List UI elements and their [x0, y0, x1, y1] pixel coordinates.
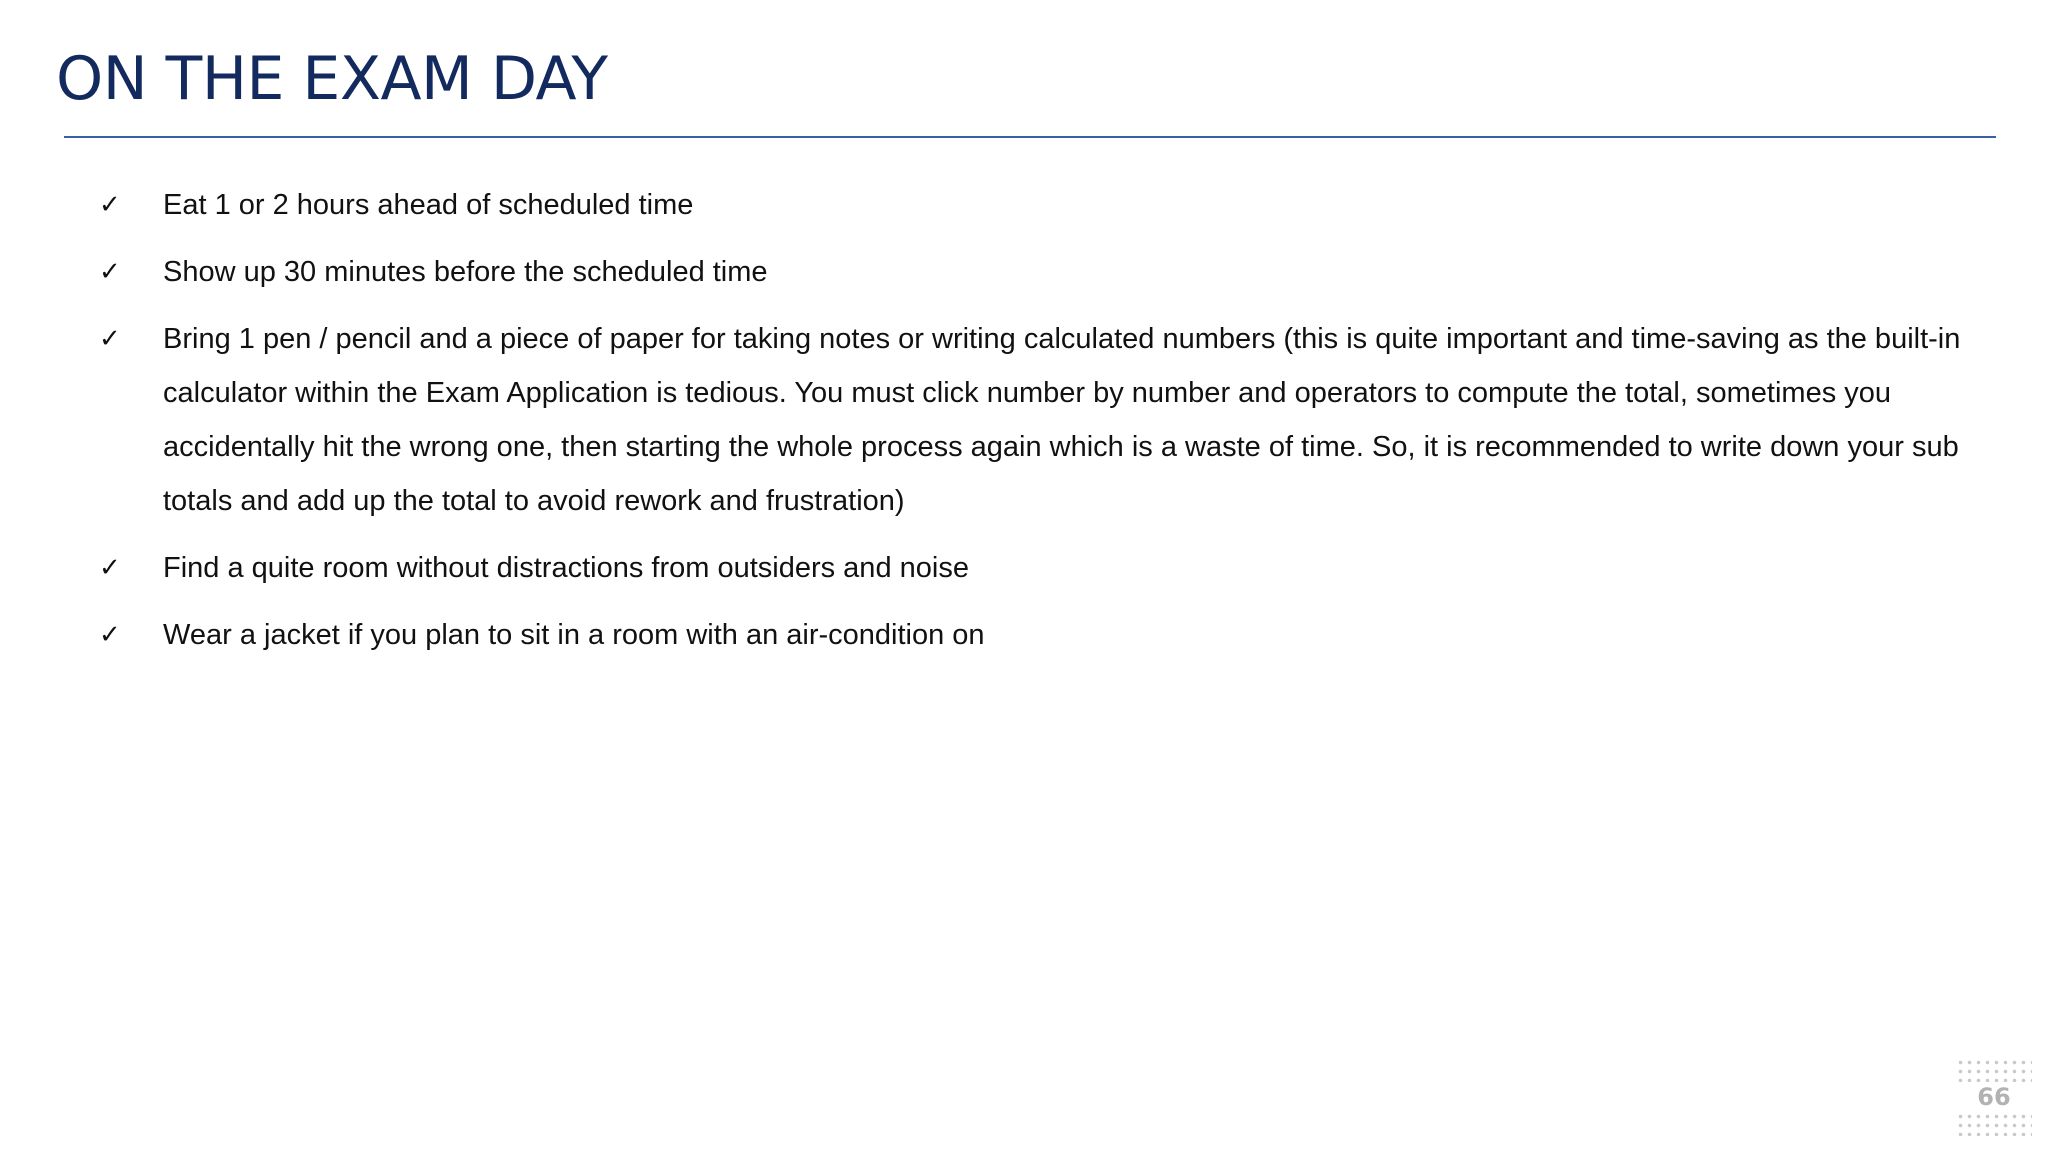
- check-icon: ✓: [99, 324, 121, 354]
- checklist-item: [0, 178, 1990, 232]
- checklist-item-text: Find a quite room without distractions from outsiders and noise: [163, 552, 969, 584]
- checklist-item: [0, 312, 1990, 528]
- checklist-item: [0, 541, 1990, 595]
- title-divider: [64, 136, 1996, 138]
- checklist-item-text: Show up 30 minutes before the scheduled time: [163, 256, 768, 288]
- checklist-item-text: Eat 1 or 2 hours ahead of scheduled time: [163, 189, 694, 221]
- checklist-item: [0, 608, 1990, 662]
- checklist-item-text: Wear a jacket if you plan to sit in a room with an air-condition on: [163, 619, 985, 651]
- slide-title: ON THE EXAM DAY: [56, 44, 608, 114]
- check-icon: ✓: [99, 553, 121, 583]
- page-number: 66: [1956, 1082, 2032, 1112]
- checklist-item-text: Bring 1 pen / pencil and a piece of paper for taking notes or writing calculated numbers (this is quite important and time-saving as the built-in calculator within the Exam Application is tedious. You must click number by number and operators to compute the total, sometimes you accidentally hit the wrong one, then starting the whole process again which is a waste of time. So, it is recommended to write down your sub totals and add up the total to avoid rework and frustration): [163, 323, 1961, 517]
- check-icon: ✓: [99, 257, 121, 287]
- checklist-item: [0, 245, 1990, 299]
- page-number-badge: [1956, 1058, 2032, 1136]
- check-icon: ✓: [99, 190, 121, 220]
- checklist: [0, 178, 1990, 675]
- check-icon: ✓: [99, 620, 121, 650]
